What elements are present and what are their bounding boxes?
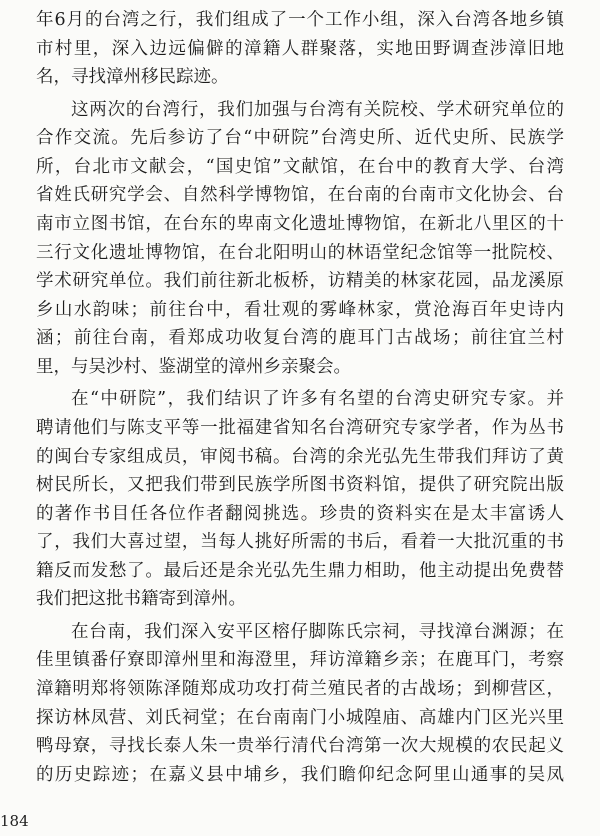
text-line: 探访林凤营、刘氏祠堂；在台南南门小城隍庙、高雄内门区光兴里 [36,707,564,728]
text-line: 里，与吴沙村、鉴湖堂的漳州乡亲聚会。 [36,356,351,377]
paragraph-3 [36,385,564,614]
text-line: 年6月的台湾之行，我们组成了一个工作小组，深入台湾各地乡镇 [36,10,564,30]
text-line: 鸭母寮，寻找长泰人朱一贵举行清代台湾第一次大规模的农民起义 [36,736,564,757]
paragraph-2 [36,96,564,382]
body-text [36,6,564,793]
paragraph-1 [36,6,564,92]
text-line: 在“中研院”，我们结识了许多有名望的台湾史研究专家。并 [71,389,564,410]
text-line: 涵；前往台南，看郑成功收复台湾的鹿耳门古战场；前往宜兰村 [36,328,564,349]
text-line: 学术研究单位。我们前往新北板桥，访精美的林家花园，品龙溪原 [36,271,564,292]
text-line: 了，我们大喜过望，当每人挑好所需的书后，看着一大批沉重的书 [36,532,564,553]
text-line: 的闽台专家组成员，审阅书稿。台湾的余光弘先生带我们拜访了黄 [36,446,564,467]
text-line: 合作交流。先后参访了台“中研院”台湾史所、近代史所、民族学 [36,128,564,149]
paragraph-4 [36,618,564,790]
text-line: 乡山水韵味；前往台中，看壮观的雾峰林家，赏沧海百年史诗内 [36,299,564,320]
text-line: 在台南，我们深入安平区榕仔脚陈氏宗祠，寻找漳台渊源；在 [71,621,564,642]
text-line: 三行文化遗址博物馆，在台北阳明山的林语堂纪念馆等一批院校、 [36,242,564,263]
text-line: 省姓氏研究学会、自然科学博物馆，在台南的台南市文化协会、台 [36,185,564,206]
text-line: 佳里镇番仔寮即漳州里和海澄里，拜访漳籍乡亲；在鹿耳门，考察 [36,650,564,671]
text-line: 树民所长，又把我们带到民族学所图书资料馆，提供了研究院出版 [36,475,564,496]
page-number: 184 [0,812,29,830]
text-line: 市村里，深入边远偏僻的漳籍人群聚落，实地田野调查涉漳旧地 [36,38,564,59]
text-line: 漳籍明郑将领陈泽随郑成功攻打荷兰殖民者的古战场；到柳营区， [36,679,564,700]
text-line: 所，台北市文献会，“国史馆”文献馆，在台中的教育大学、台湾 [36,156,564,177]
text-line: 聘请他们与陈支平等一批福建省知名台湾研究专家学者，作为丛书 [36,417,564,438]
text-line: 的历史踪迹；在嘉义县中埔乡，我们瞻仰纪念阿里山通事的吴凤 [36,764,564,785]
text-line: 名，寻找漳州移民踪迹。 [36,67,229,88]
text-line: 籍反而发愁了。最后还是余光弘先生鼎力相助，他主动提出免费替 [36,560,564,581]
text-line: 的著作书目任各位作者翻阅挑选。珍贵的资料实在是太丰富诱人 [36,503,564,524]
text-line: 我们把这批书籍寄到漳州。 [36,589,246,610]
text-line: 南市立图书馆，在台东的卑南文化遗址博物馆，在新北八里区的十 [36,213,564,234]
text-line: 这两次的台湾行，我们加强与台湾有关院校、学术研究单位的 [71,99,564,120]
